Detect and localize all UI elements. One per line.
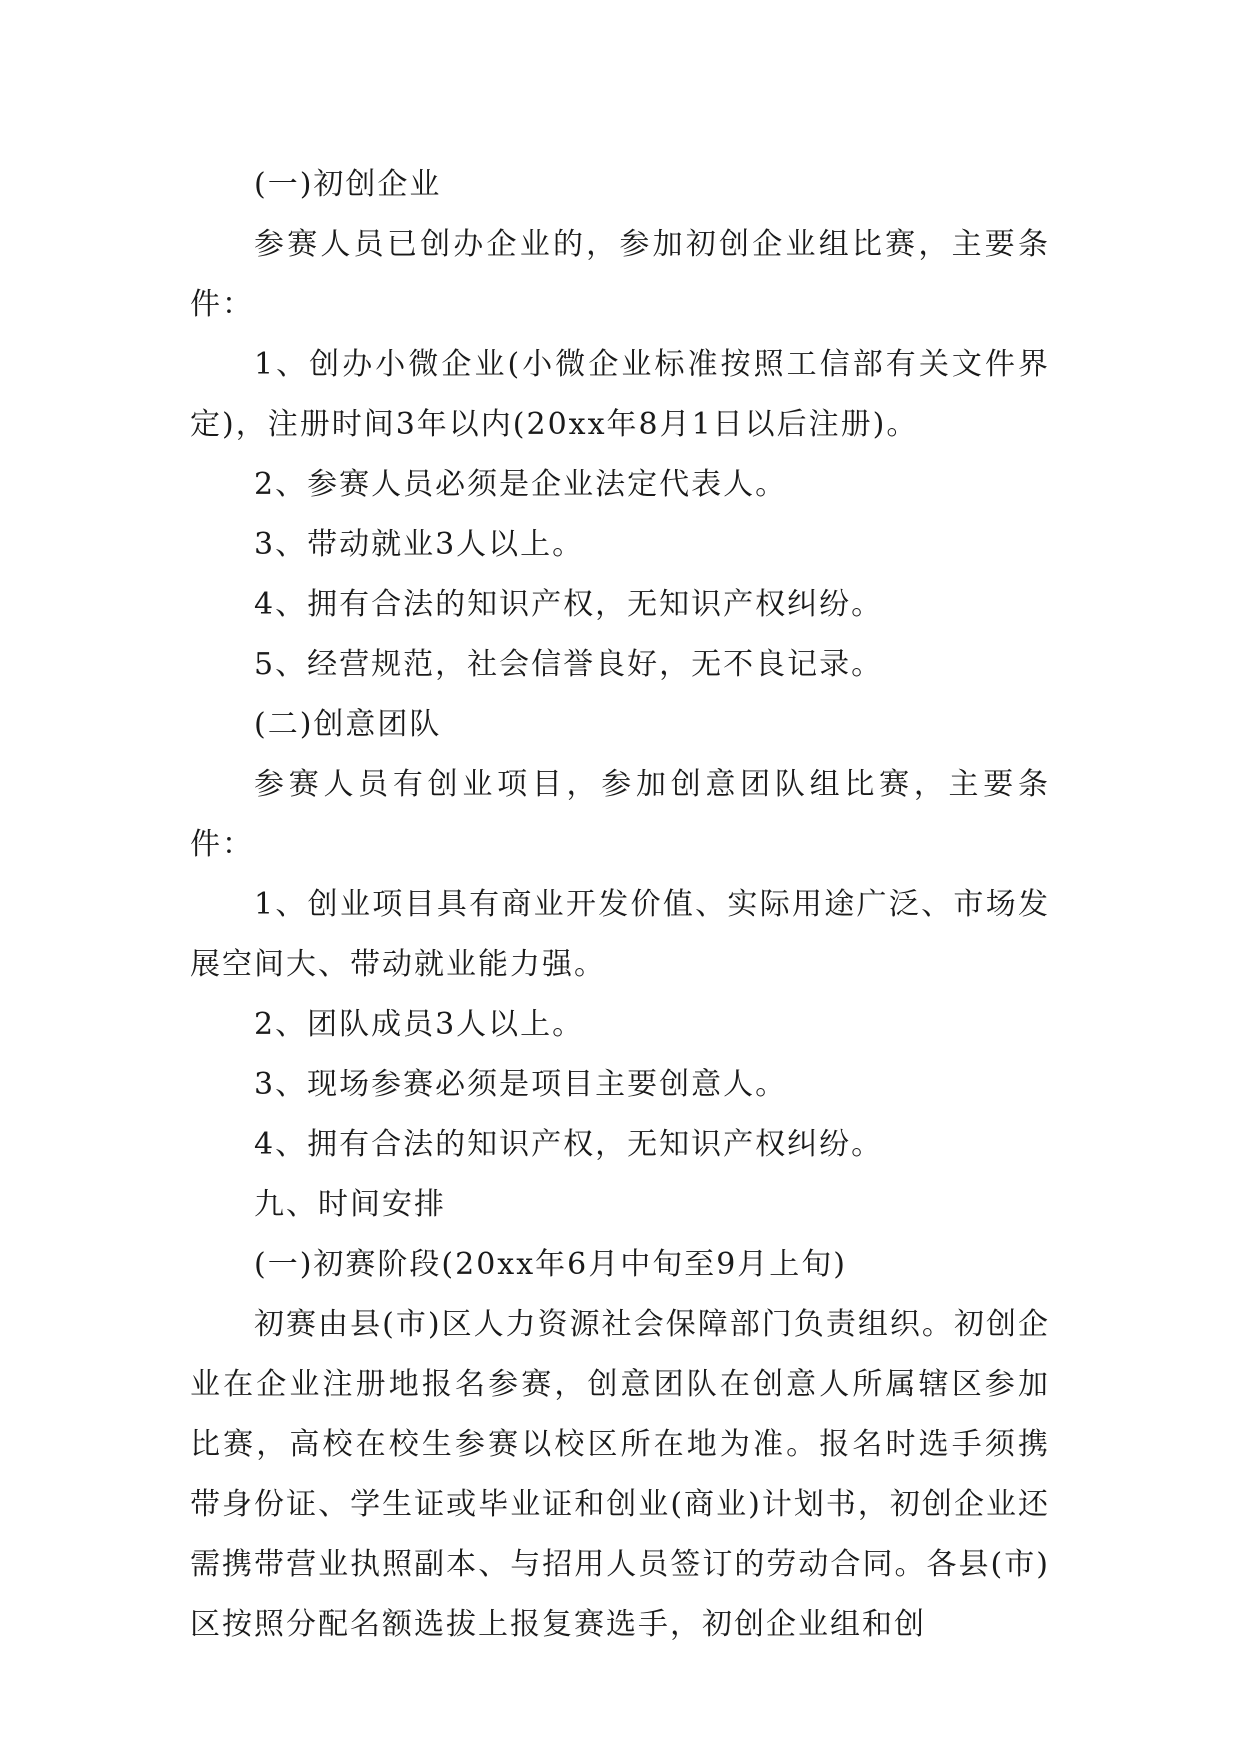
paragraph: 初赛由县(市)区人力资源社会保障部门负责组织。初创企业在企业注册地报名参赛，创意团队在创意人所属辖区参加比赛，高校在校生参赛以校区所在地为准。报名时选手须携带身份证、学生证或毕业证和创业(商业)计划书，初创企业还需携带营业执照副本、与招用人员签订的劳动合同。各县(市)区按照分配名额选拔上报复赛选手，初创企业组和创 <box>190 1307 1050 1642</box>
document-page <box>190 155 1050 1655</box>
list-item: 4、拥有合法的知识产权，无知识产权纠纷。 <box>254 587 884 622</box>
section-heading-schedule: 九、时间安排 <box>254 1187 446 1222</box>
list-item: 3、带动就业3人以上。 <box>254 527 585 562</box>
list-item: 2、团队成员3人以上。 <box>254 1007 585 1042</box>
list-item: 1、创办小微企业(小微企业标准按照工信部有关文件界定)，注册时间3年以内(20xx年8月1日以后注册)。 <box>190 347 1050 442</box>
list-item: 3、现场参赛必须是项目主要创意人。 <box>254 1067 788 1102</box>
paragraph: 参赛人员已创办企业的，参加初创企业组比赛，主要条件： <box>190 227 1050 322</box>
list-item: 4、拥有合法的知识产权，无知识产权纠纷。 <box>254 1127 884 1162</box>
subsection-heading-preliminary: (一)初赛阶段(20xx年6月中旬至9月上旬) <box>254 1247 848 1282</box>
section-heading-startup: (一)初创企业 <box>254 167 442 202</box>
list-item: 2、参赛人员必须是企业法定代表人。 <box>254 467 788 502</box>
list-item: 5、经营规范，社会信誉良好，无不良记录。 <box>254 647 884 682</box>
paragraph: 参赛人员有创业项目，参加创意团队组比赛，主要条件： <box>190 767 1050 862</box>
list-item: 1、创业项目具有商业开发价值、实际用途广泛、市场发展空间大、带动就业能力强。 <box>190 887 1050 982</box>
section-heading-creative-team: (二)创意团队 <box>254 707 442 742</box>
